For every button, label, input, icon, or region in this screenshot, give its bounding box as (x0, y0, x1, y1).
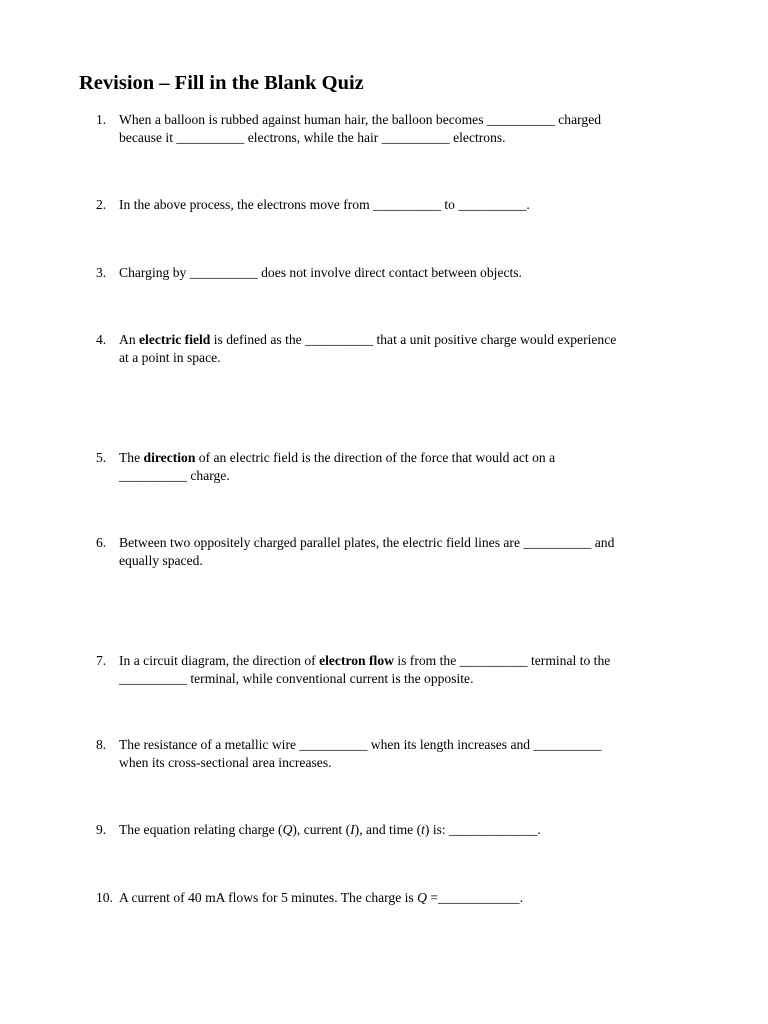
italic-symbol: Q (417, 890, 427, 905)
question-number: 5. (96, 450, 107, 465)
question-number: 8. (96, 737, 107, 752)
question-line (119, 670, 694, 688)
question-text (119, 534, 694, 569)
question-number: 6. (96, 535, 107, 550)
question-text-run: ), current ( (292, 822, 351, 837)
question-text-run: The resistance of a metallic wire __________ when its length increases and __________ (119, 737, 602, 752)
italic-symbol: Q (282, 822, 293, 837)
question-text-run: when its cross-sectional area increases. (119, 754, 332, 770)
question-line (119, 889, 694, 907)
question-text (119, 331, 694, 366)
question-text-run: of an electric field is the direction of the force that would act on a (195, 450, 556, 465)
question-line (119, 652, 694, 670)
question-text-run: The equation relating charge ( (119, 822, 283, 837)
question-line (119, 467, 694, 485)
question-line (119, 111, 694, 129)
page-title: Revision – Fill in the Blank Quiz (79, 72, 364, 94)
question-number: 2. (96, 197, 107, 212)
question-text-run: When a balloon is rubbed against human hair, the balloon becomes __________ charged (119, 112, 602, 127)
bold-term: direction (143, 450, 196, 465)
question-line (119, 534, 694, 552)
question-text (119, 652, 694, 687)
question-text-run: Between two oppositely charged parallel plates, the electric field lines are __________ and (119, 535, 615, 550)
question-text-run: In a circuit diagram, the direction of (119, 653, 320, 668)
question-line (119, 129, 694, 147)
question-number: 7. (96, 653, 107, 668)
italic-symbol: t (421, 822, 425, 837)
question-number: 10. (96, 890, 113, 905)
question-text (119, 449, 694, 484)
question-line (119, 754, 694, 772)
question-line (119, 821, 694, 839)
question-text (119, 736, 694, 771)
bold-term: electron flow (319, 653, 394, 668)
question-line (119, 736, 694, 754)
question-text-run: In the above process, the electrons move from __________ to __________. (119, 197, 530, 212)
question-text-run: =____________. (426, 890, 523, 905)
question-text (119, 111, 694, 146)
question-text (119, 889, 694, 907)
question-line (119, 264, 694, 282)
question-text-run: equally spaced. (119, 552, 203, 568)
question-text-run: at a point in space. (119, 349, 221, 365)
question-text (119, 196, 694, 214)
bold-term: electric field (139, 332, 211, 347)
question-text-run: is defined as the __________ that a unit positive charge would experience (210, 332, 617, 347)
question-text-run: __________ terminal, while conventional current is the opposite. (119, 670, 474, 686)
question-line (119, 449, 694, 467)
question-line (119, 552, 694, 570)
question-text (119, 264, 694, 282)
question-number: 3. (96, 265, 107, 280)
question-number: 4. (96, 332, 107, 347)
question-text-run: An (119, 332, 140, 347)
question-text-run: Charging by __________ does not involve direct contact between objects. (119, 265, 522, 280)
italic-symbol: I (350, 822, 355, 837)
question-text-run: A current of 40 mA flows for 5 minutes. The charge is (119, 890, 418, 905)
question-number: 9. (96, 822, 107, 837)
question-line (119, 331, 694, 349)
question-text (119, 821, 694, 839)
question-line (119, 196, 694, 214)
question-text-run: The (119, 450, 144, 465)
question-line (119, 349, 694, 367)
question-text-run: because it __________ electrons, while the hair __________ electrons. (119, 129, 506, 145)
question-text-run: ) is: _____________. (424, 822, 541, 837)
question-text-run: ), and time ( (354, 822, 422, 837)
question-text-run: __________ charge. (119, 467, 230, 483)
question-number: 1. (96, 112, 107, 127)
question-text-run: is from the __________ terminal to the (393, 653, 611, 668)
